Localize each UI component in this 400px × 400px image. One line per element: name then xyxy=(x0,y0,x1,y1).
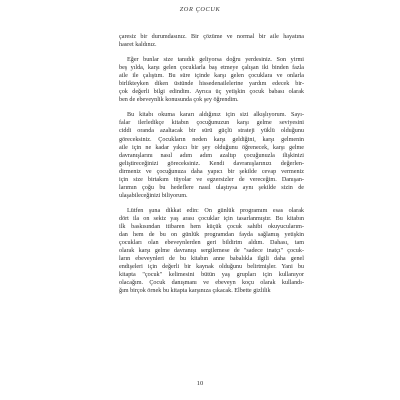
paragraph xyxy=(119,33,304,49)
text-line: dan hem de bu on günlük programdan fayda sağlamış yetişkin xyxy=(119,232,304,239)
text-line: ben de ebeveynlik konusunda çok şey öğrendim. xyxy=(119,97,239,104)
text-line: larımın çoğu bu hedeflere nasıl ulaştıysa aynı şekilde sizin de xyxy=(119,184,304,191)
paragraph xyxy=(119,56,304,104)
text-line: ulaşabileceğinizi biliyorum. xyxy=(119,192,188,199)
text-line: endişeleri için değerli bir kaynak olduğunu belirtmişler. Yani bu xyxy=(119,264,304,271)
text-line: için size birtakım tüyolar ve egzersizler de vereceğim. Danışan- xyxy=(119,176,304,183)
body-text xyxy=(119,33,304,295)
text-line: olacağım. Çocuk danışmanı ve ebeveyn koçu olarak kullandı- xyxy=(119,280,304,287)
page-number: 10 xyxy=(196,380,204,387)
text-line: olarak karşı gelme davranışı sergilemese de "sadece inatçı" çocuk- xyxy=(119,248,304,255)
paragraph xyxy=(119,207,304,296)
paragraph-gap xyxy=(119,200,304,207)
text-line: geliştireceğinizi göreceksiniz. Kendi davranışlarınızı değerlen- xyxy=(119,160,304,167)
text-line: ilk baskısından itibaren hem küçük çocuk sahibi okuyucularım- xyxy=(119,223,304,230)
text-line: Bu kitabı okuma kararı aldığınız için sizi alkışlıyorum. Sayı- xyxy=(127,112,304,119)
running-header: ZOR ÇOCUK xyxy=(179,6,221,13)
text-line: çocukları olan ebeveynlerden geri bildirim aldım. Dahası, tam xyxy=(119,240,304,247)
text-line: beş yılda, karşı gelen çocuklarla baş etmeye çalışan iki binden fazla xyxy=(119,65,304,72)
text-line: ciddi oranda azaltacak bir sürü güçlü strateji yüklü olduğunu xyxy=(119,128,304,135)
text-line: çaresiz bir durumdasınız. Bir çözüme ve normal bir aile hayatına xyxy=(119,34,304,40)
text-line: birlikteyken diken üstünde hissedenailelerine yardım edecek bir- xyxy=(119,81,304,88)
text-line: dört ila on sekiz yaş arası çocuklar için tasarlanmıştır. Bu kitabın xyxy=(119,215,304,222)
text-line: davranışlarını nasıl adım adım azaltıp çocuğunuzla ilişkinizi xyxy=(119,152,304,159)
text-line: Lütfen şuna dikkat edin: On günlük programım esas olarak xyxy=(127,207,304,214)
text-line: göreceksiniz. Çocukların neden karşı geldiğini, karşı gelmenin xyxy=(119,136,304,143)
text-line: Eğer bunlar size tanıdık geliyorsa doğru yerdesiniz. Son yirmi xyxy=(127,57,304,64)
text-line: aile için ne kadar yıkıcı bir şey olduğunu öğrenecek, karşı gelme xyxy=(119,144,304,151)
text-line: aile ile çalıştım. Bu süre içinde karşı gelen çocuklara ve onlarla xyxy=(119,73,304,80)
text-line: hasret kaldınız. xyxy=(119,42,157,49)
text-line: falar ilerledikçe kitabın çocuğunuzun karşı gelme seviyesini xyxy=(119,120,304,127)
paragraph-gap xyxy=(119,49,304,56)
text-line: ların ebeveynleri de bu kitabın anne babalıkla ilgili daha genel xyxy=(119,256,304,263)
paragraph xyxy=(119,111,304,200)
text-line: kitapta "çocuk" kelimesini bütün yaş grupları için kullanıyor xyxy=(119,272,304,279)
text-line: çok değerli bilgi edindim. Ayrıca üç yetişkin çocuk babası olarak xyxy=(119,89,304,96)
text-line: dirmeniz ve çocuğunuza daha yapıcı bir şekilde cevap vermeniz xyxy=(119,168,304,175)
paragraph-gap xyxy=(119,104,304,111)
text-line: ğım birçok örnek bu kitapta karşınıza çıkacak. Elbette gizlilik xyxy=(119,288,271,295)
